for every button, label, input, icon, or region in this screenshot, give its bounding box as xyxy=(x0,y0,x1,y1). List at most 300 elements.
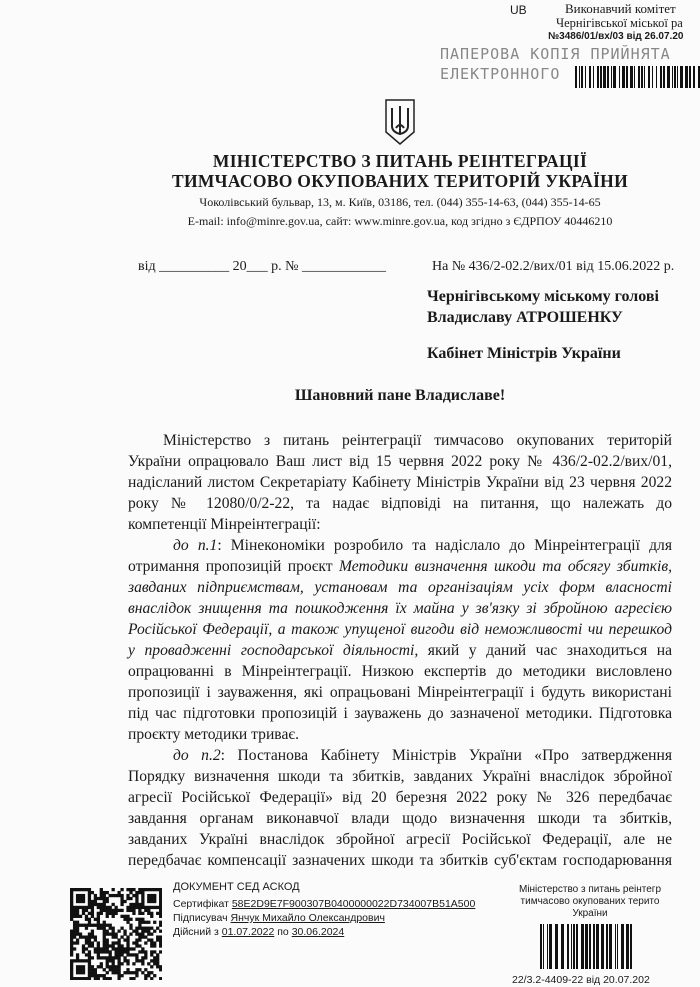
text: опрацюванні в Мінреінтеграції. Низкою експертів до методики висловлено xyxy=(128,663,672,680)
qr-module xyxy=(138,888,141,891)
body-line xyxy=(128,472,672,493)
qr-module xyxy=(79,933,82,936)
qr-module xyxy=(79,924,82,927)
qr-module xyxy=(129,909,132,912)
barcode-bar xyxy=(626,924,629,969)
text: компетенції Мінреінтеграції: xyxy=(128,516,321,533)
qr-module xyxy=(153,921,156,924)
qr-module xyxy=(138,912,141,915)
qr-module xyxy=(109,909,112,912)
qr-module xyxy=(147,912,150,915)
qr-module xyxy=(141,912,144,915)
qr-module xyxy=(73,888,76,891)
qr-module xyxy=(117,953,120,956)
barcode-bar xyxy=(589,924,591,969)
qr-module xyxy=(135,927,138,930)
qr-module xyxy=(109,912,112,915)
qr-module xyxy=(97,941,100,944)
body-line xyxy=(128,787,672,808)
italic-text: завданих підприємствам, установам та організаціям усіх форм власності xyxy=(128,579,672,596)
qr-module xyxy=(106,924,109,927)
qr-module xyxy=(123,947,126,950)
stamp-reg-number: №3486/01/вх/03 від 26.07.20 xyxy=(548,31,684,42)
qr-module xyxy=(138,959,141,962)
qr-module xyxy=(73,941,76,944)
text: Порядку визначення шкоди та збитків, завданих Україні внаслідок збройної xyxy=(128,768,672,785)
qr-module xyxy=(88,888,91,891)
qr-module xyxy=(100,965,103,968)
qr-module xyxy=(103,900,106,903)
qr-module xyxy=(135,941,138,944)
qr-module xyxy=(159,888,162,891)
qr-module xyxy=(150,959,153,962)
qr-module xyxy=(70,894,73,897)
qr-module xyxy=(117,956,120,959)
barcode-bar xyxy=(626,66,628,88)
body-line xyxy=(173,745,672,766)
barcode-bar xyxy=(540,924,542,969)
qr-module xyxy=(103,930,106,933)
qr-module xyxy=(135,944,138,947)
qr-module xyxy=(76,888,79,891)
qr-module xyxy=(94,903,97,906)
qr-module xyxy=(115,906,118,909)
qr-module xyxy=(141,933,144,936)
qr-module xyxy=(91,974,94,977)
body-line xyxy=(128,577,672,598)
qr-module xyxy=(112,903,115,906)
qr-module xyxy=(76,924,79,927)
barcode-bar xyxy=(641,66,643,88)
qr-module xyxy=(117,974,120,977)
qr-module xyxy=(70,974,73,977)
qr-module xyxy=(150,965,153,968)
qr-module xyxy=(97,915,100,918)
qr-module xyxy=(76,971,79,974)
qr-module xyxy=(135,918,138,921)
qr-module xyxy=(141,921,144,924)
qr-module xyxy=(106,915,109,918)
qr-module xyxy=(73,921,76,924)
qr-module xyxy=(132,930,135,933)
qr-module xyxy=(117,971,120,974)
qr-module xyxy=(129,918,132,921)
qr-module xyxy=(150,897,153,900)
qr-module xyxy=(153,900,156,903)
barcode-bar xyxy=(630,924,632,969)
qr-module xyxy=(115,933,118,936)
qr-module xyxy=(129,924,132,927)
qr-module xyxy=(144,941,147,944)
barcode-bar xyxy=(581,66,583,88)
qr-module xyxy=(85,938,88,941)
qr-module xyxy=(79,959,82,962)
qr-module xyxy=(100,903,103,906)
qr-module xyxy=(97,903,100,906)
qr-module xyxy=(150,888,153,891)
qr-module xyxy=(109,894,112,897)
qr-module xyxy=(159,906,162,909)
qr-module xyxy=(141,947,144,950)
barcode-bar xyxy=(543,924,544,969)
qr-module xyxy=(138,938,141,941)
qr-module xyxy=(79,906,82,909)
qr-module xyxy=(103,906,106,909)
barcode-bar xyxy=(589,66,591,88)
qr-module xyxy=(129,888,132,891)
qr-module xyxy=(159,950,162,953)
qr-module xyxy=(153,888,156,891)
qr-module xyxy=(94,977,97,980)
barcode-bar xyxy=(571,924,572,969)
body-line xyxy=(128,829,672,850)
qr-module xyxy=(100,927,103,930)
barcode-bar xyxy=(609,924,612,969)
qr-module xyxy=(94,938,97,941)
qr-module xyxy=(91,891,94,894)
qr-module xyxy=(91,941,94,944)
qr-module xyxy=(94,974,97,977)
stamp-ministry-line2: тимчасово окупованих терито xyxy=(520,896,660,907)
qr-module xyxy=(70,903,73,906)
qr-module xyxy=(106,909,109,912)
qr-module xyxy=(135,906,138,909)
qr-module xyxy=(150,900,153,903)
qr-module xyxy=(147,897,150,900)
qr-module xyxy=(97,953,100,956)
qr-module xyxy=(115,909,118,912)
qr-module xyxy=(82,894,85,897)
qr-module xyxy=(79,888,82,891)
qr-module xyxy=(94,935,97,938)
qr-module xyxy=(88,962,91,965)
qr-module xyxy=(100,947,103,950)
qr-module xyxy=(129,891,132,894)
qr-module xyxy=(94,897,97,900)
qr-module xyxy=(70,962,73,965)
qr-module xyxy=(159,909,162,912)
qr-module xyxy=(132,977,135,980)
qr-module xyxy=(132,906,135,909)
qr-module xyxy=(153,906,156,909)
body-line xyxy=(128,808,672,829)
text: завдання органам виконавчої влади щодо визначення шкоди та збитків, xyxy=(128,810,672,827)
qr-module xyxy=(159,921,162,924)
footer-validity xyxy=(173,926,344,938)
barcode-bar xyxy=(617,924,618,969)
qr-module xyxy=(144,956,147,959)
barcode-bar xyxy=(693,66,695,88)
qr-module xyxy=(126,968,129,971)
qr-module xyxy=(138,944,141,947)
qr-module xyxy=(159,897,162,900)
ministry-title-line2: ТИМЧАСОВО ОКУПОВАНИХ ТЕРИТОРІЙ УКРАЇНИ xyxy=(171,171,629,191)
barcode-bar xyxy=(663,66,665,88)
barcode-bar xyxy=(575,66,577,88)
qr-module xyxy=(88,938,91,941)
qr-module xyxy=(97,977,100,980)
qr-module xyxy=(147,888,150,891)
qr-module xyxy=(117,965,120,968)
qr-module xyxy=(135,900,138,903)
qr-module xyxy=(103,944,106,947)
qr-module xyxy=(100,912,103,915)
qr-module xyxy=(159,900,162,903)
qr-module xyxy=(82,924,85,927)
qr-module xyxy=(112,971,115,974)
qr-module xyxy=(135,930,138,933)
qr-module xyxy=(150,977,153,980)
valid-to: 30.06.2024 xyxy=(291,926,345,938)
qr-module xyxy=(82,971,85,974)
qr-module xyxy=(88,921,91,924)
qr-module xyxy=(123,956,126,959)
qr-module xyxy=(112,956,115,959)
qr-module xyxy=(79,968,82,971)
qr-module xyxy=(82,897,85,900)
qr-module xyxy=(85,906,88,909)
qr-module xyxy=(112,933,115,936)
qr-module xyxy=(103,956,106,959)
barcode-bar xyxy=(573,924,575,969)
qr-module xyxy=(117,891,120,894)
qr-module xyxy=(112,968,115,971)
qr-module xyxy=(135,938,138,941)
qr-module xyxy=(141,918,144,921)
body-line xyxy=(128,766,672,787)
qr-module xyxy=(109,906,112,909)
qr-module xyxy=(117,950,120,953)
qr-module xyxy=(79,977,82,980)
qr-module xyxy=(141,897,144,900)
qr-module xyxy=(91,903,94,906)
qr-module xyxy=(115,968,118,971)
qr-module xyxy=(135,897,138,900)
qr-module xyxy=(73,924,76,927)
qr-module xyxy=(85,953,88,956)
outgoing-barcode xyxy=(540,924,632,969)
qr-module xyxy=(103,977,106,980)
barcode-bar xyxy=(561,924,564,969)
qr-module xyxy=(120,947,123,950)
qr-module xyxy=(150,915,153,918)
qr-module xyxy=(153,956,156,959)
qr-module xyxy=(76,915,79,918)
qr-module xyxy=(112,947,115,950)
qr-module xyxy=(115,941,118,944)
qr-module xyxy=(79,971,82,974)
qr-module xyxy=(153,894,156,897)
qr-module xyxy=(100,924,103,927)
qr-module xyxy=(79,965,82,968)
qr-module xyxy=(150,906,153,909)
qr-module xyxy=(156,956,159,959)
qr-module xyxy=(138,927,141,930)
qr-module xyxy=(106,897,109,900)
qr-module xyxy=(106,944,109,947)
barcode-bar xyxy=(585,924,588,969)
barcode-bar xyxy=(593,66,594,88)
qr-module xyxy=(100,974,103,977)
body-line xyxy=(128,598,672,619)
qr-module xyxy=(91,930,94,933)
qr-module xyxy=(126,906,129,909)
qr-module xyxy=(109,950,112,953)
qr-module xyxy=(115,935,118,938)
barcode-bar xyxy=(619,66,620,88)
qr-module xyxy=(135,953,138,956)
qr-module xyxy=(76,900,79,903)
qr-module xyxy=(97,921,100,924)
qr-module xyxy=(150,953,153,956)
qr-module xyxy=(159,891,162,894)
barcode-bar xyxy=(652,66,653,88)
qr-module xyxy=(70,897,73,900)
body-line xyxy=(128,703,672,724)
qr-module xyxy=(103,933,106,936)
qr-module xyxy=(141,950,144,953)
qr-module xyxy=(123,930,126,933)
qr-module xyxy=(73,909,76,912)
qr-module xyxy=(91,935,94,938)
qr-module xyxy=(70,933,73,936)
qr-module xyxy=(141,894,144,897)
qr-module xyxy=(120,903,123,906)
italic-text: Російської Федерації, а також упущеної вигоди від неможливості чи перешкод xyxy=(128,621,672,638)
qr-module xyxy=(88,941,91,944)
qr-module xyxy=(112,909,115,912)
qr-module xyxy=(126,944,129,947)
barcode-bar xyxy=(685,66,688,88)
body-line xyxy=(128,514,672,535)
qr-module xyxy=(112,915,115,918)
qr-module xyxy=(70,971,73,974)
qr-module xyxy=(141,903,144,906)
qr-module xyxy=(109,933,112,936)
qr-module xyxy=(88,918,91,921)
body-line xyxy=(173,535,672,556)
qr-module xyxy=(132,941,135,944)
qr-module xyxy=(156,962,159,965)
qr-module xyxy=(153,944,156,947)
italic-text: до п.2 xyxy=(173,747,221,764)
qr-module xyxy=(135,894,138,897)
qr-module xyxy=(103,921,106,924)
qr-module xyxy=(82,959,85,962)
qr-module xyxy=(76,933,79,936)
qr-module xyxy=(129,897,132,900)
qr-module xyxy=(97,897,100,900)
qr-module xyxy=(156,959,159,962)
addressee-line2: Владиславу АТРОШЕНКУ xyxy=(427,309,623,326)
qr-module xyxy=(91,900,94,903)
qr-module xyxy=(88,933,91,936)
qr-module xyxy=(120,897,123,900)
qr-module xyxy=(70,959,73,962)
qr-module xyxy=(144,921,147,924)
qr-module xyxy=(132,894,135,897)
qr-module xyxy=(156,906,159,909)
qr-module xyxy=(126,938,129,941)
qr-module xyxy=(109,924,112,927)
qr-module xyxy=(88,977,91,980)
qr-module xyxy=(117,938,120,941)
qr-module xyxy=(138,933,141,936)
qr-module xyxy=(103,897,106,900)
barcode-bar xyxy=(621,924,624,969)
qr-module xyxy=(156,927,159,930)
qr-module xyxy=(94,971,97,974)
barcode-bar xyxy=(689,66,691,88)
stamp-electronic: ЕЛЕКТРОННОГО xyxy=(440,65,561,83)
qr-module xyxy=(141,900,144,903)
body-line xyxy=(128,619,672,640)
stamp-ministry-line3: України xyxy=(572,908,608,919)
qr-module xyxy=(147,933,150,936)
qr-module xyxy=(91,968,94,971)
qr-module xyxy=(144,930,147,933)
qr-module xyxy=(73,927,76,930)
qr-module xyxy=(109,968,112,971)
qr-module xyxy=(144,935,147,938)
qr-module xyxy=(91,965,94,968)
qr-module xyxy=(141,962,144,965)
qr-module xyxy=(138,906,141,909)
text: України опрацювало Ваш лист від 15 червня 2022 року № 436/2-02.2/вих/01, xyxy=(128,453,672,470)
qr-module xyxy=(141,927,144,930)
qr-module xyxy=(70,938,73,941)
qr-module xyxy=(88,935,91,938)
qr-module xyxy=(70,888,73,891)
qr-module xyxy=(94,894,97,897)
addressee-line3: Кабінет Міністрів України xyxy=(427,345,621,362)
qr-module xyxy=(76,938,79,941)
qr-module xyxy=(126,918,129,921)
qr-module xyxy=(147,900,150,903)
qr-module xyxy=(70,918,73,921)
qr-module xyxy=(117,962,120,965)
qr-module xyxy=(73,912,76,915)
qr-module xyxy=(91,906,94,909)
qr-module xyxy=(153,950,156,953)
footer-ministry-stamp xyxy=(500,884,680,920)
stamp-paper-copy: ПАПЕРОВА КОПІЯ ПРИЙНЯТА xyxy=(440,45,671,63)
qr-module xyxy=(144,909,147,912)
barcode-bar xyxy=(615,924,616,969)
qr-module xyxy=(159,938,162,941)
qr-module xyxy=(70,977,73,980)
qr-module xyxy=(147,971,150,974)
qr-module xyxy=(141,935,144,938)
qr-module xyxy=(79,897,82,900)
qr-module xyxy=(100,909,103,912)
qr-module xyxy=(76,906,79,909)
body-line xyxy=(128,682,672,703)
qr-module xyxy=(129,953,132,956)
qr-module xyxy=(141,891,144,894)
body-line xyxy=(128,661,672,682)
qr-module xyxy=(109,959,112,962)
qr-module xyxy=(126,941,129,944)
qr-module xyxy=(91,956,94,959)
qr-module xyxy=(70,912,73,915)
qr-module xyxy=(88,968,91,971)
qr-module xyxy=(126,888,129,891)
qr-module xyxy=(138,918,141,921)
qr-module xyxy=(70,935,73,938)
qr-module xyxy=(123,915,126,918)
qr-module xyxy=(97,944,100,947)
